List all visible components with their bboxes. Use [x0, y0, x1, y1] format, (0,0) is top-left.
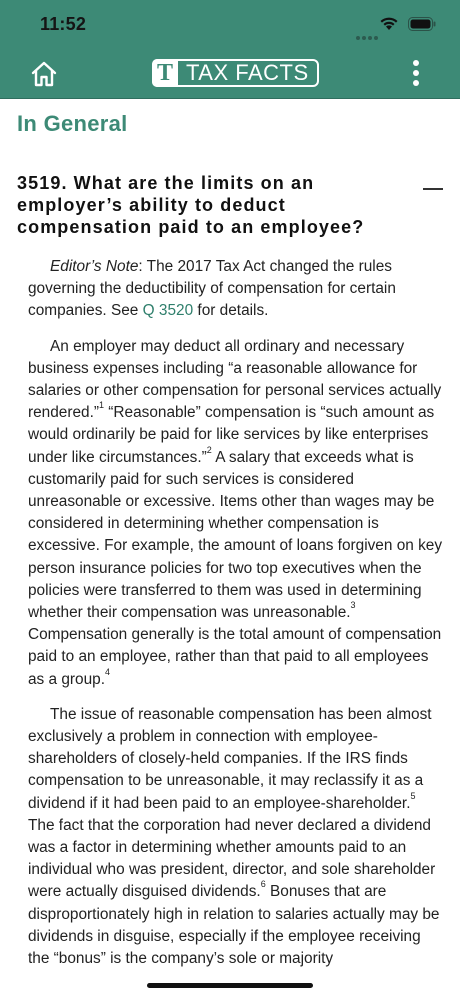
status-bar	[0, 0, 460, 50]
home-indicator[interactable]	[147, 983, 313, 988]
home-icon	[28, 59, 60, 89]
editor-note-text: : The 2017 Tax Act changed the rules governing the deductibility of compensation for certain companies. See	[28, 258, 396, 320]
collapse-button[interactable]	[423, 188, 443, 190]
logo-text: TAX FACTS	[186, 60, 309, 85]
paragraph-text: Compensation generally is the total amount of compensation paid to an employee, rather than that paid to all employees as a group.	[28, 626, 442, 688]
logo-mark: T	[152, 59, 178, 87]
paragraph-text: An employer may deduct all ordinary and necessary business expenses including “a reasonable allowance for salaries or other compensation for personal services actually rendered.”	[28, 337, 442, 422]
cellular-signal-icon	[356, 22, 380, 40]
footnote-2[interactable]: 2	[206, 444, 212, 455]
paragraph-text: The issue of reasonable compensation has been almost exclusively a problem in connection with employee-shareholders of closely-held companies. If the IRS finds compensation to be unreasonable, it may reclassify it as a dividend if it had been paid to an employee-shareholder.	[28, 705, 432, 812]
app-header	[0, 50, 460, 99]
footnote-1[interactable]: 1	[99, 400, 105, 411]
home-button[interactable]	[28, 59, 60, 89]
more-vertical-icon	[408, 60, 424, 86]
question-title: 3519. What are the limits on an employer’s ability to deduct compensation paid to an employee?	[17, 173, 365, 237]
editor-note-text-end: for details.	[193, 302, 269, 320]
logo-frame	[152, 59, 319, 87]
battery-icon	[408, 17, 436, 31]
footnote-3[interactable]: 3	[350, 600, 356, 611]
answer-content	[28, 256, 444, 983]
tax-facts-logo	[152, 58, 319, 88]
paragraph-text: A salary that exceeds what is customarily paid for such services is considered unreasonable or excessive. Items other than wages may be considered in determining whether compensation is excessive. For example, the amount of loans forgiven on key person insurance policies for two top executives when the policies were transferred to them was used in determining whether their compensation was unreasonable.	[28, 448, 443, 622]
paragraph-text: Bonuses that are disproportionately high in relation to salaries actually may be dividends in disguise, especially if the employee receiving the “bonus” is the company’s sole or majority	[28, 883, 440, 968]
footnote-6[interactable]: 6	[260, 879, 266, 890]
paragraph-2	[28, 336, 444, 691]
section-title: In General	[17, 111, 128, 136]
paragraph-text: “Reasonable” compensation is “such amount as would ordinarily be paid for like services by like enterprises under like circumstances.”	[28, 404, 435, 466]
editor-note-label: Editor’s Note	[50, 258, 139, 275]
more-options-button[interactable]	[408, 60, 424, 90]
wifi-icon	[379, 16, 399, 31]
footnote-4[interactable]: 4	[105, 666, 111, 677]
footnote-5[interactable]: 5	[410, 790, 416, 801]
cross-reference-link[interactable]: Q 3520	[142, 302, 194, 320]
paragraph-3	[28, 704, 444, 970]
paragraph-text: The fact that the corporation had never declared a dividend was a factor in determining whether amounts paid to an individual who was president, director, and sole shareholder were actually disguised dividends.	[28, 816, 436, 901]
status-time: 11:52	[40, 14, 87, 34]
editor-note	[28, 256, 444, 323]
